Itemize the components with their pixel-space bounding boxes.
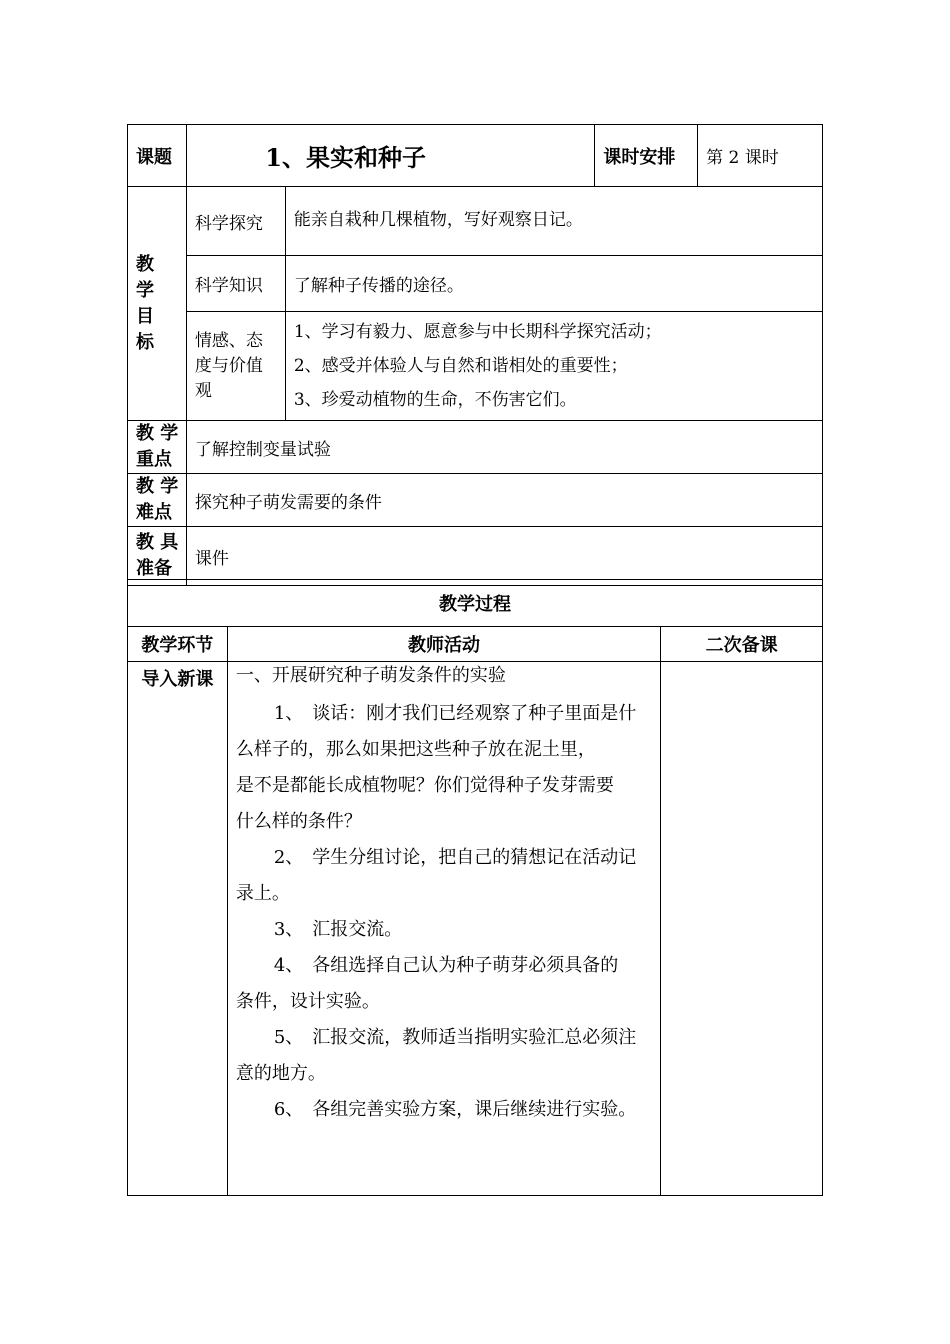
lesson-info-table	[127, 124, 823, 586]
teacher-activity-cell	[227, 662, 660, 1196]
objective-line: 1、学习有毅力、愿意参与中长期科学探究活动；	[293, 322, 662, 342]
stage-cell: 导入新课	[128, 662, 228, 1196]
objectives-label-char: 标	[136, 331, 154, 353]
activity-line: 什么样的条件？	[235, 811, 362, 832]
col-teacher-header: 教师活动	[227, 627, 660, 662]
notes-cell	[661, 662, 823, 1196]
tools-label	[128, 527, 187, 586]
tools-text: 课件	[186, 527, 822, 586]
col-notes-header: 二次备课	[661, 627, 823, 662]
objective-line: 2、感受并体验人与自然和谐相处的重要性；	[293, 356, 628, 376]
activity-line: 录上。	[235, 883, 290, 904]
objective-label-line: 情感、态	[194, 330, 263, 351]
activity-line: 5、 汇报交流，教师适当指明实验汇总必须注	[273, 1027, 637, 1048]
difficulty-label-line: 教 学	[136, 476, 179, 497]
focus-label	[128, 421, 187, 474]
activity-line: 6、 各组完善实验方案，课后继续进行实验。	[273, 1099, 637, 1120]
activity-line: 是不是都能长成植物呢？你们觉得种子发芽需要	[235, 775, 614, 796]
objective-label-attitude	[186, 312, 285, 421]
activity-line: 意的地方。	[235, 1063, 326, 1084]
focus-text: 了解控制变量试验	[186, 421, 822, 474]
focus-label-line: 教 学	[136, 423, 179, 444]
objectives-label-char: 目	[136, 305, 154, 327]
objective-label-inquiry: 科学探究	[186, 187, 285, 256]
lesson-title: 1、果实和种子	[186, 125, 594, 187]
tools-label-line: 教 具	[136, 532, 179, 553]
objective-text-knowledge: 了解种子传播的途径。	[285, 256, 822, 312]
objectives-label-char: 学	[136, 279, 154, 301]
objective-text-attitude	[285, 312, 822, 421]
process-title: 教学过程	[128, 580, 823, 627]
objectives-label	[128, 187, 187, 421]
difficulty-label-line: 难点	[136, 502, 172, 523]
teaching-process-table	[127, 579, 823, 1196]
activity-line: 1、 谈话：刚才我们已经观察了种子里面是什	[273, 703, 637, 724]
difficulty-label	[128, 474, 187, 527]
activity-line: 4、 各组选择自己认为种子萌芽必须具备的	[273, 955, 619, 976]
objective-label-line: 度与价值	[194, 355, 263, 376]
activity-line: 2、 学生分组讨论，把自己的猜想记在活动记	[273, 847, 637, 868]
activity-line: 一、开展研究种子萌发条件的实验	[235, 665, 506, 686]
difficulty-text: 探究种子萌发需要的条件	[186, 474, 822, 527]
topic-label: 课题	[128, 125, 187, 187]
objective-label-knowledge: 科学知识	[186, 256, 285, 312]
focus-label-line: 重点	[136, 449, 172, 470]
activity-line: 么样子的，那么如果把这些种子放在泥土里，	[235, 739, 596, 760]
activity-line: 条件，设计实验。	[235, 991, 380, 1012]
objective-label-line: 观	[194, 380, 212, 401]
schedule-value: 第 2 课时	[698, 125, 823, 187]
col-stage-header: 教学环节	[128, 627, 228, 662]
objective-line: 3、珍爱动植物的生命，不伤害它们。	[293, 390, 577, 410]
objective-text-inquiry: 能亲自栽种几棵植物，写好观察日记。	[285, 187, 822, 256]
schedule-label: 课时安排	[595, 125, 698, 187]
activity-line: 3、 汇报交流。	[273, 919, 403, 940]
tools-label-line: 准备	[136, 558, 172, 579]
objectives-label-char: 教	[136, 253, 154, 275]
